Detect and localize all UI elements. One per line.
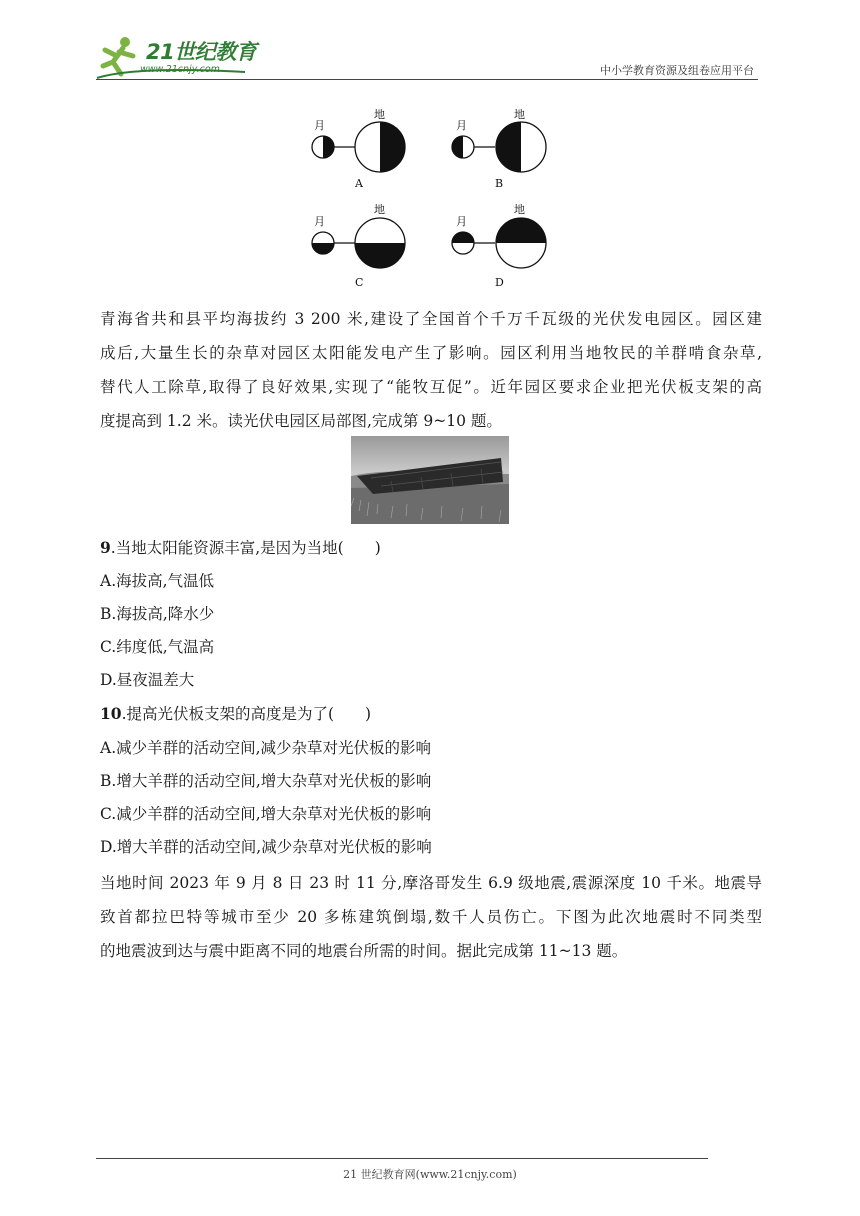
question-9-stem: 9.当地太阳能资源丰富,是因为当地( ) <box>100 538 381 557</box>
question-10-option-a: A.减少羊群的活动空间,减少杂草对光伏板的影响 <box>100 739 432 757</box>
passage-solar-park <box>100 302 762 438</box>
earth-label-b: 地 <box>514 108 525 121</box>
footer-divider <box>96 1158 708 1159</box>
footer-source: 21 世纪教育网(www.21cnjy.com) <box>343 1168 517 1181</box>
question-10-option-c: C.减少羊群的活动空间,增大杂草对光伏板的影响 <box>100 805 432 823</box>
moon-earth-diagram <box>300 104 560 294</box>
question-10-number: 10 <box>100 704 122 723</box>
passage1-line: 度提高到 1.2 米。读光伏电园区局部图,完成第 9~10 题。 <box>100 412 502 430</box>
option-label-c: C <box>355 276 364 289</box>
solar-panel-photo <box>351 436 509 524</box>
passage-morocco-earthquake <box>100 866 762 968</box>
question-10-option-d: D.增大羊群的活动空间,减少杂草对光伏板的影响 <box>100 838 432 856</box>
question-9-option-a: A.海拔高,气温低 <box>100 572 215 590</box>
passage1-line: 青海省共和县平均海拔约 3 200 米,建设了全国首个千万千瓦级的光伏发电园区。园区建 <box>100 310 762 328</box>
question-9-option-c: C.纬度低,气温高 <box>100 638 215 656</box>
passage1-line: 替代人工除草,取得了良好效果,实现了“能牧互促”。近年园区要求企业把光伏板支架的高 <box>100 378 762 396</box>
logo-text: 21世纪教育 <box>146 40 257 64</box>
moon-label-c: 月 <box>314 215 325 228</box>
passage2-line: 致首都拉巴特等城市至少 20 多栋建筑倒塌,数千人员伤亡。下图为此次地震时不同类型 <box>100 908 762 926</box>
option-c-diagram <box>312 202 405 289</box>
option-label-a: A <box>355 177 363 190</box>
logo-url: www.21cnjy.com <box>140 64 220 75</box>
moon-label-b: 月 <box>456 119 467 132</box>
option-a-diagram <box>312 107 405 190</box>
option-d-diagram <box>452 202 546 289</box>
question-9-number: 9 <box>100 538 111 557</box>
moon-label-a: 月 <box>314 119 325 132</box>
header-divider <box>96 79 758 80</box>
moon-label-d: 月 <box>456 215 467 228</box>
question-9-option-b: B.海拔高,降水少 <box>100 605 215 623</box>
question-10-option-b: B.增大羊群的活动空间,增大杂草对光伏板的影响 <box>100 772 432 790</box>
option-label-d: D <box>495 276 504 289</box>
header-platform-name: 中小学教育资源及组卷应用平台 <box>600 64 754 77</box>
option-b-diagram <box>452 107 546 190</box>
question-10-stem: 10.提高光伏板支架的高度是为了( ) <box>100 704 372 723</box>
earth-label-d: 地 <box>514 203 525 216</box>
passage2-line: 的地震波到达与震中距离不同的地震台所需的时间。据此完成第 11~13 题。 <box>100 942 628 960</box>
passage2-line: 当地时间 2023 年 9 月 8 日 23 时 11 分,摩洛哥发生 6.9 级地震,震源深度 10 千米。地震导 <box>100 874 762 892</box>
question-9-option-d: D.昼夜温差大 <box>100 671 195 689</box>
option-label-b: B <box>495 177 504 190</box>
earth-label-a: 地 <box>374 108 385 121</box>
earth-label-c: 地 <box>374 203 385 216</box>
passage1-line: 成后,大量生长的杂草对园区太阳能发电产生了影响。园区利用当地牧民的羊群啃食杂草, <box>100 344 762 362</box>
